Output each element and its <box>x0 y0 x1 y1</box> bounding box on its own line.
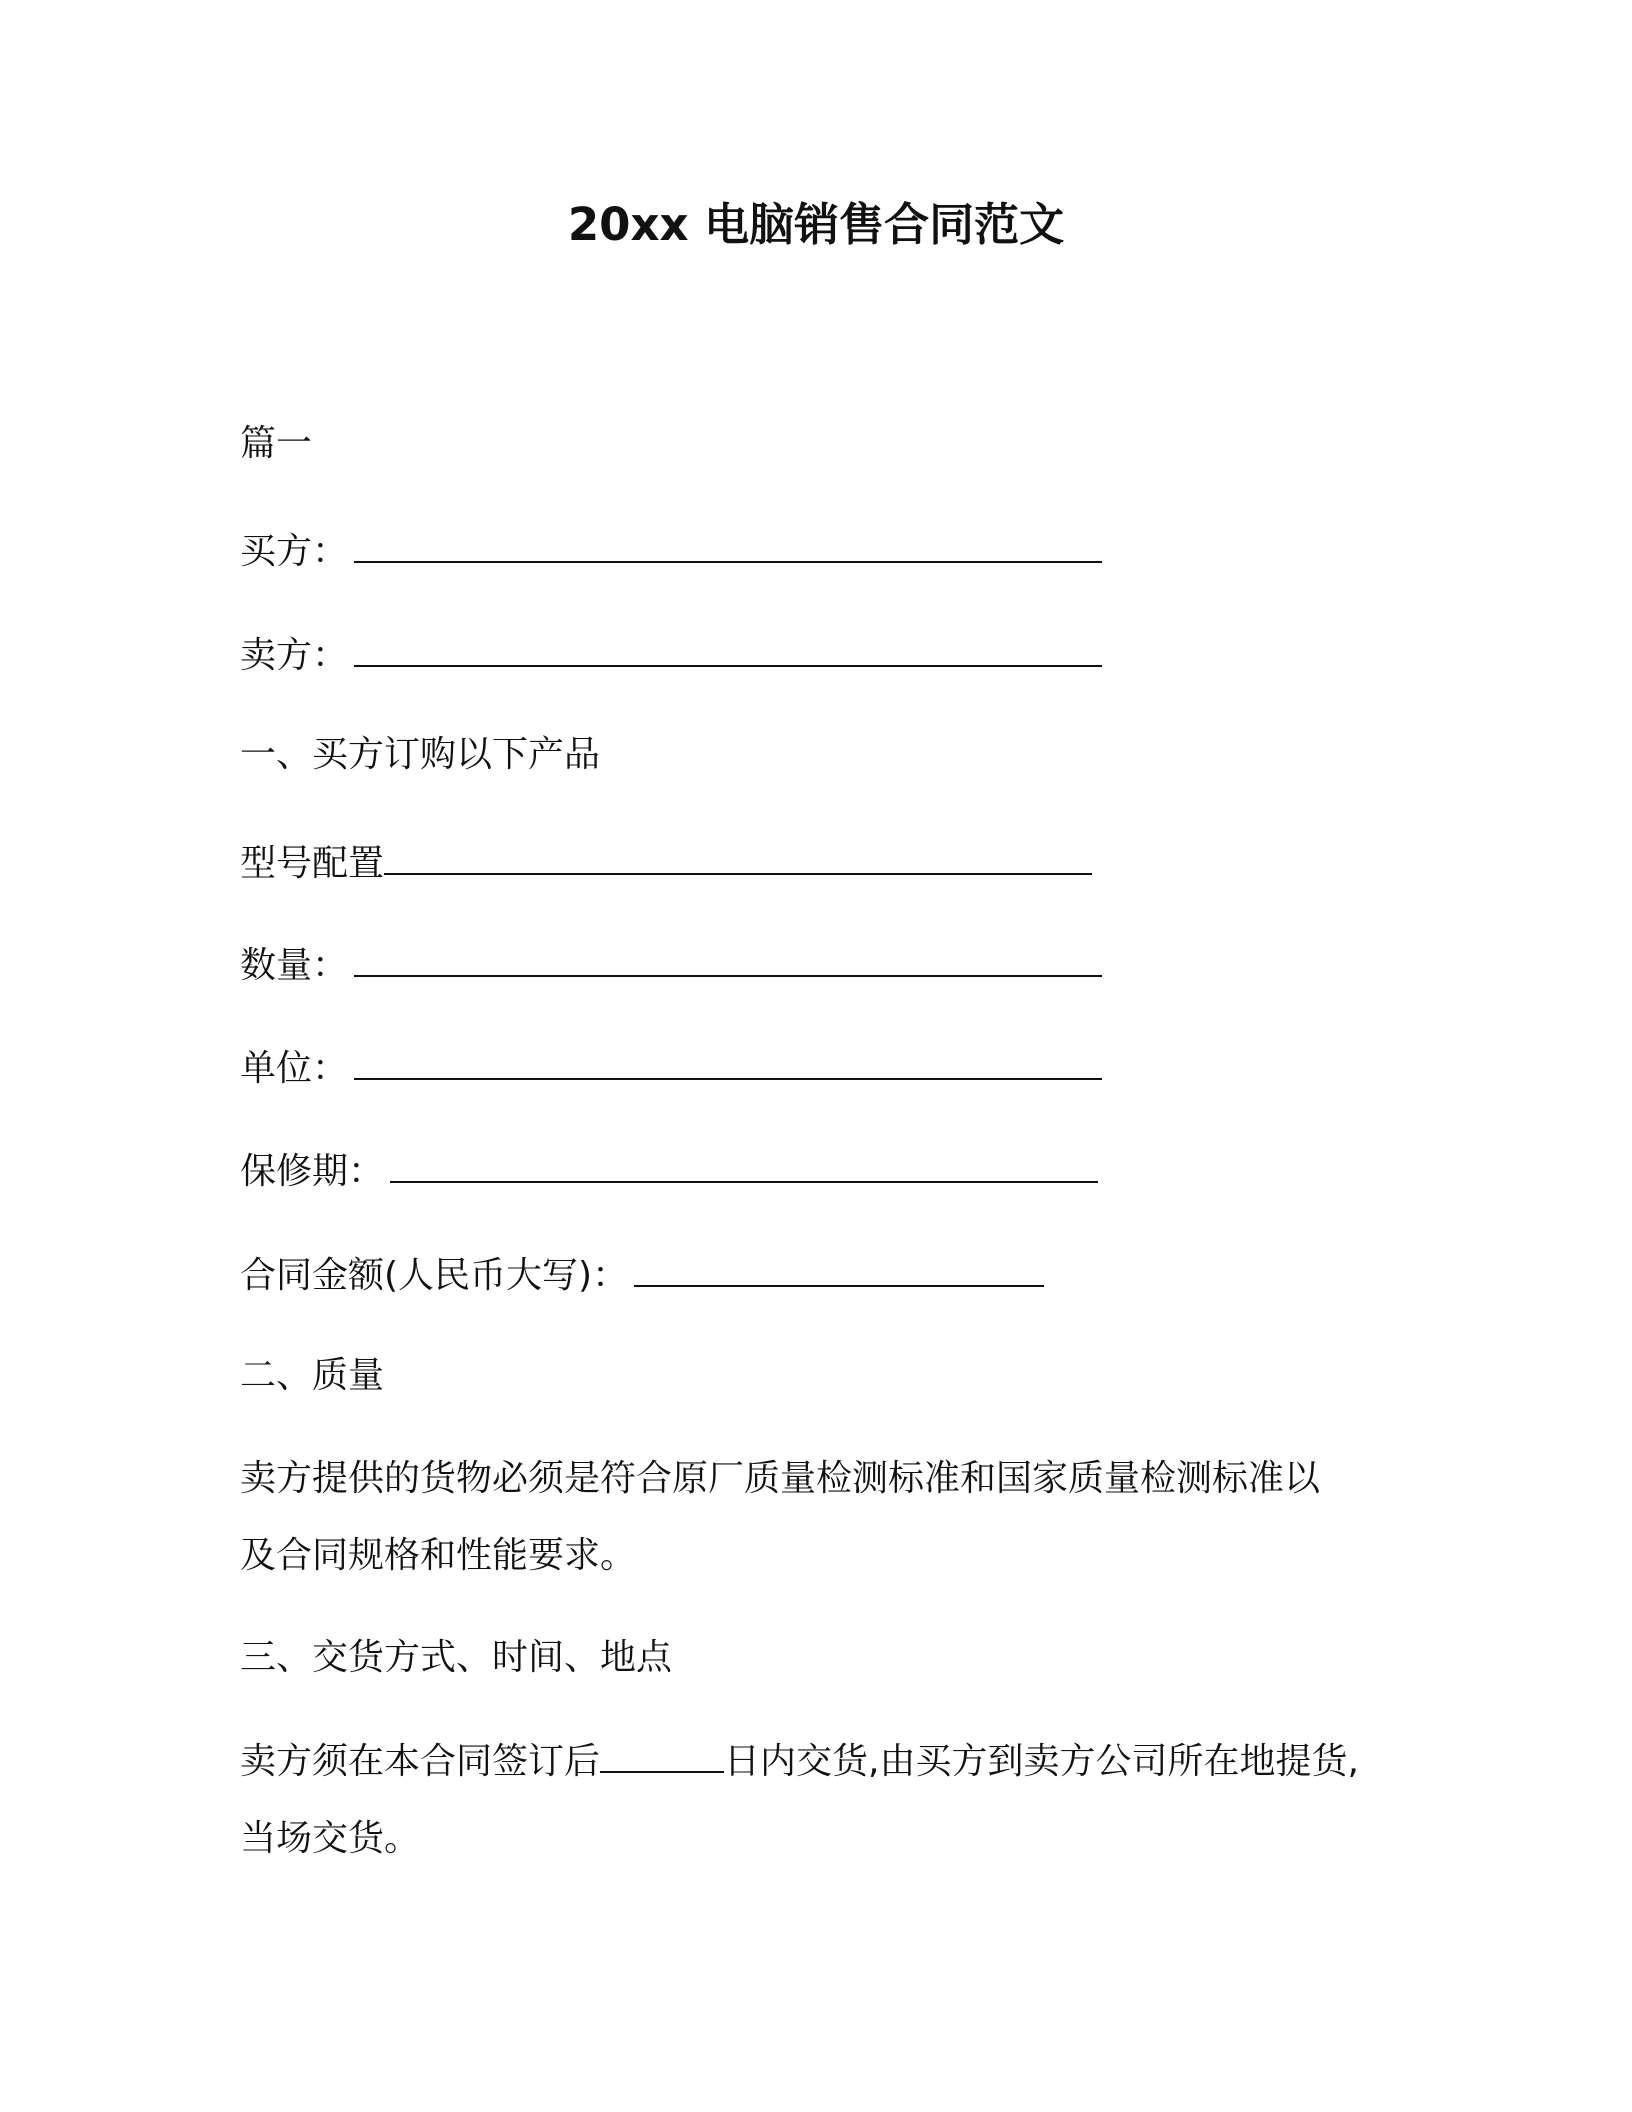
item3-heading: 三、交货方式、时间、地点 <box>240 1637 673 1678</box>
model-blank <box>384 841 1092 875</box>
buyer-label: 买方： <box>240 531 349 572</box>
seller-blank <box>354 633 1102 667</box>
delivery-paragraph-line2: 当场交货。 <box>240 1818 421 1859</box>
quantity-blank <box>354 943 1102 977</box>
model-line <box>240 840 1092 888</box>
quantity-line <box>240 942 1102 990</box>
warranty-line <box>240 1148 1098 1196</box>
delivery-paragraph-line1 <box>240 1738 1359 1786</box>
item2-heading: 二、质量 <box>240 1355 385 1396</box>
document-title: 20xx 电脑销售合同范文 <box>567 198 1065 251</box>
model-label: 型号配置 <box>240 843 385 884</box>
amount-line <box>240 1252 1044 1300</box>
delivery-days-blank <box>600 1739 724 1773</box>
amount-label: 合同金额(人民币大写)： <box>240 1255 629 1296</box>
seller-line <box>240 632 1102 680</box>
buyer-blank <box>354 529 1102 563</box>
quantity-label: 数量： <box>240 945 349 986</box>
unit-line <box>240 1045 1102 1093</box>
section-label: 篇一 <box>240 423 313 464</box>
quality-paragraph-line1: 卖方提供的货物必须是符合原厂质量检测标准和国家质量检测标准以 <box>240 1458 1321 1499</box>
warranty-label: 保修期： <box>240 1151 385 1192</box>
delivery-text-after-blank: 日内交货,由买方到卖方公司所在地提货, <box>724 1741 1359 1782</box>
amount-blank <box>634 1253 1044 1287</box>
item1-heading: 一、买方订购以下产品 <box>240 734 601 775</box>
buyer-line <box>240 528 1102 576</box>
quality-paragraph-line2: 及合同规格和性能要求。 <box>240 1535 637 1576</box>
unit-label: 单位： <box>240 1048 349 1089</box>
warranty-blank <box>390 1149 1098 1183</box>
seller-label: 卖方： <box>240 635 349 676</box>
delivery-text-before-blank: 卖方须在本合同签订后 <box>240 1741 601 1782</box>
unit-blank <box>354 1046 1102 1080</box>
